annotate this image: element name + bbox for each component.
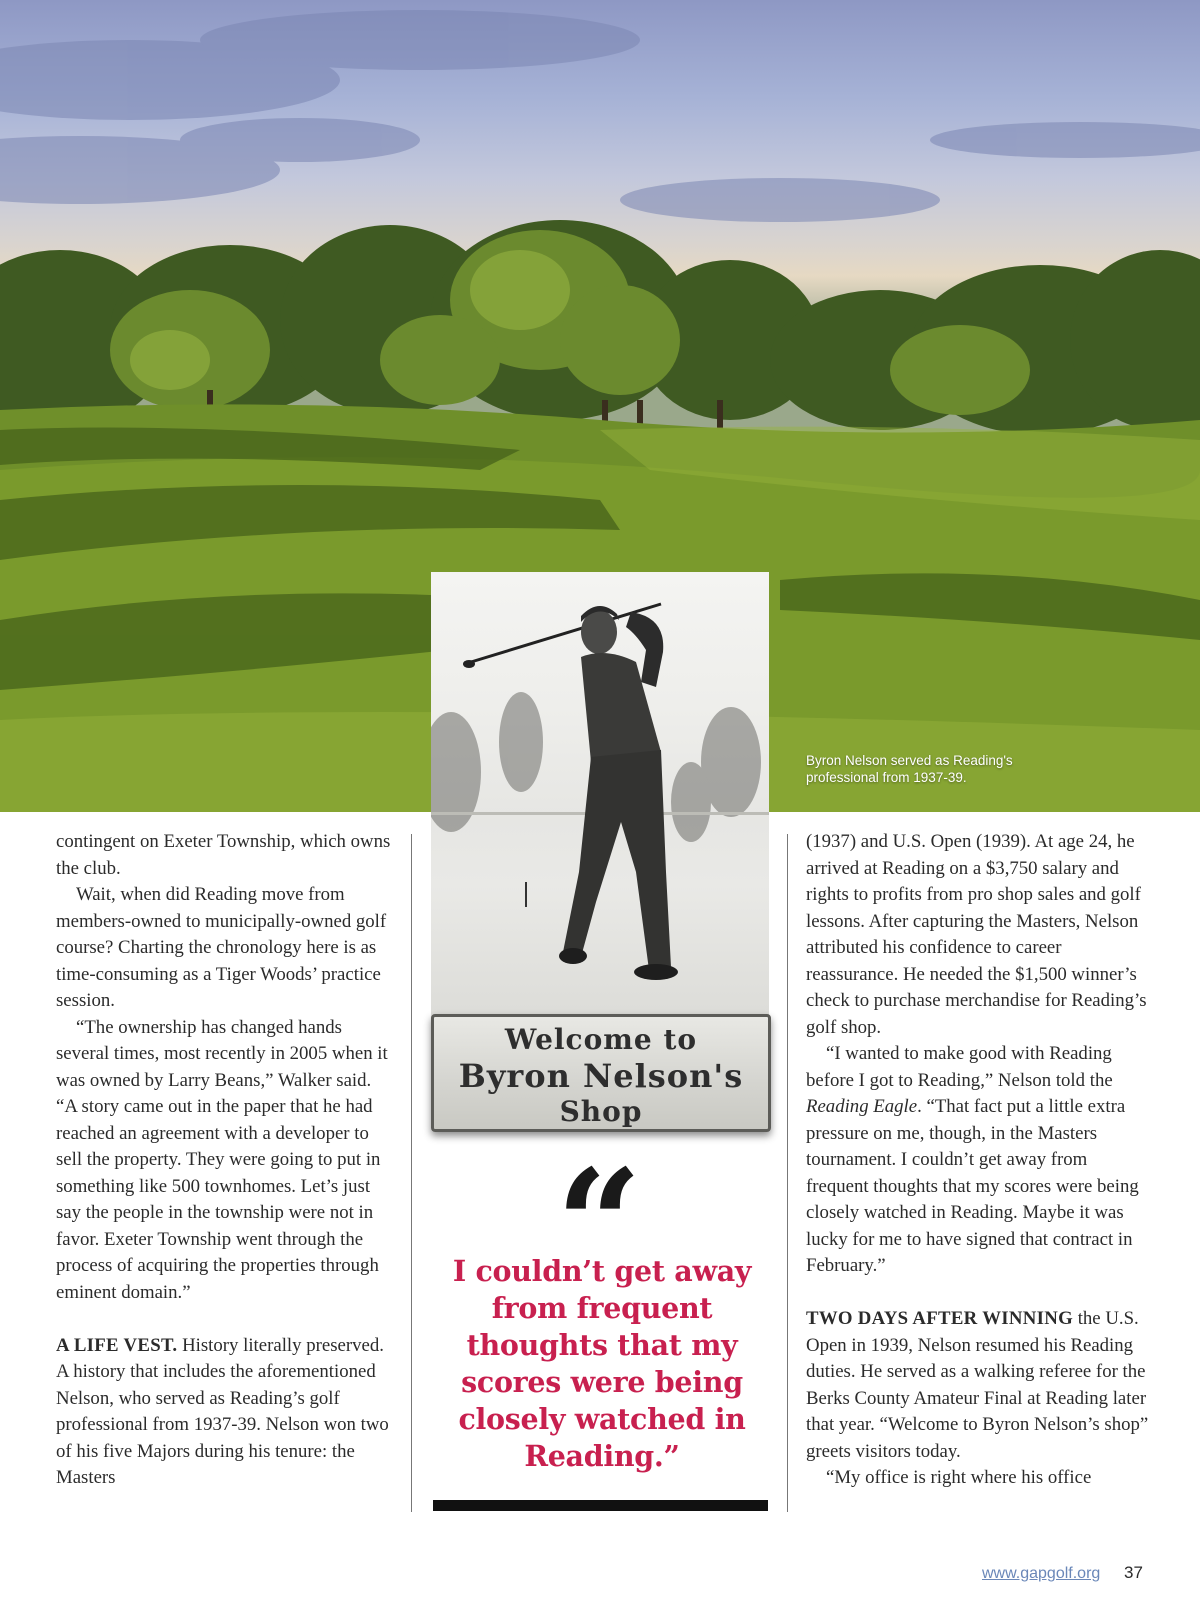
footer-website-link[interactable]: www.gapgolf.org (982, 1565, 1101, 1582)
photo-caption (806, 752, 1066, 786)
publication-name: Reading Eagle (806, 1096, 918, 1117)
paragraph (806, 1041, 1150, 1280)
paragraph-text: the U.S. Open in 1939, Nelson resumed his Reading duties. He served as a walking referee for the Berks County Amateur Final at Reading later that year. “Welcome to Byron Nelson’s shop” greets visitors today. (806, 1308, 1149, 1462)
golfer-silhouette (431, 572, 769, 1020)
column-divider-right (787, 834, 788, 1512)
sign-line-1: Welcome to (504, 1023, 698, 1056)
column-divider-left (411, 834, 412, 1512)
paragraph: contingent on Exeter Township, which owns the club. (56, 831, 391, 879)
article-column-right (806, 829, 1150, 1492)
byron-nelson-vintage-photo (431, 572, 769, 1020)
paragraph: Wait, when did Reading move from members-owned to municipally-owned golf course? Charting the chronology here is as time-consuming as a Tiger Woods’ practice session. (56, 884, 387, 1011)
welcome-sign (431, 1014, 771, 1132)
paragraph: “The ownership has changed hands several times, most recently in 2005 when it was owned by Larry Beans,” Walker said. “A story came out in the paper that he had reached an agreement with a developer to sell the property. They were going to put in something like 500 townhomes. Let’s just say the people in the township were not in favor. Exeter Township went through the process of acquiring the properties through eminent domain.” (56, 1016, 388, 1303)
quote-mark-icon: “ (555, 1137, 643, 1313)
paragraph-text: History literally preserved. A history that includes the aforementioned Nelson, who served as Reading’s golf professional from 1937-39. Nelson won two of his five Majors during his tenure: the Masters (56, 1334, 389, 1488)
paragraph-text: . “That fact put a little extra pressure on me, though, in the Masters tournament. I couldn’t get away from frequent thoughts that my scores were being closely watched in Reading. Maybe it was lucky for me to have signed that contract in February.” (806, 1096, 1139, 1276)
pull-quote-rule (433, 1500, 768, 1511)
paragraph-text: “I wanted to make good with Reading before I got to Reading,” Nelson told the (806, 1043, 1113, 1091)
paragraph (806, 1306, 1150, 1465)
paragraph: “My office is right where his office (826, 1467, 1092, 1488)
paragraph (56, 1333, 396, 1492)
section-run-in: A LIFE VEST. (56, 1334, 178, 1356)
sign-line-3: Shop (559, 1095, 643, 1128)
pull-quote: I couldn’t get away from frequent thoughts that my scores were being closely watched in Reading.” (452, 1254, 752, 1473)
photo-caption-line-2: professional from 1937-39. (806, 770, 967, 785)
page-number: 37 (1124, 1563, 1143, 1582)
article-column-left (56, 829, 396, 1492)
sign-line-2: Byron Nelson's (458, 1057, 744, 1095)
section-run-in: TWO DAYS AFTER WINNING (806, 1308, 1073, 1329)
paragraph: (1937) and U.S. Open (1939). At age 24, he arrived at Reading on a $3,750 salary and rights to profits from pro shop sales and golf lessons. After capturing the Masters, Nelson attributed his confidence to career reassurance. He needed the $1,500 winner’s check to purchase merchandise for Reading’s golf shop. (806, 831, 1147, 1038)
photo-caption-line-1: Byron Nelson served as Reading's (806, 753, 1013, 768)
